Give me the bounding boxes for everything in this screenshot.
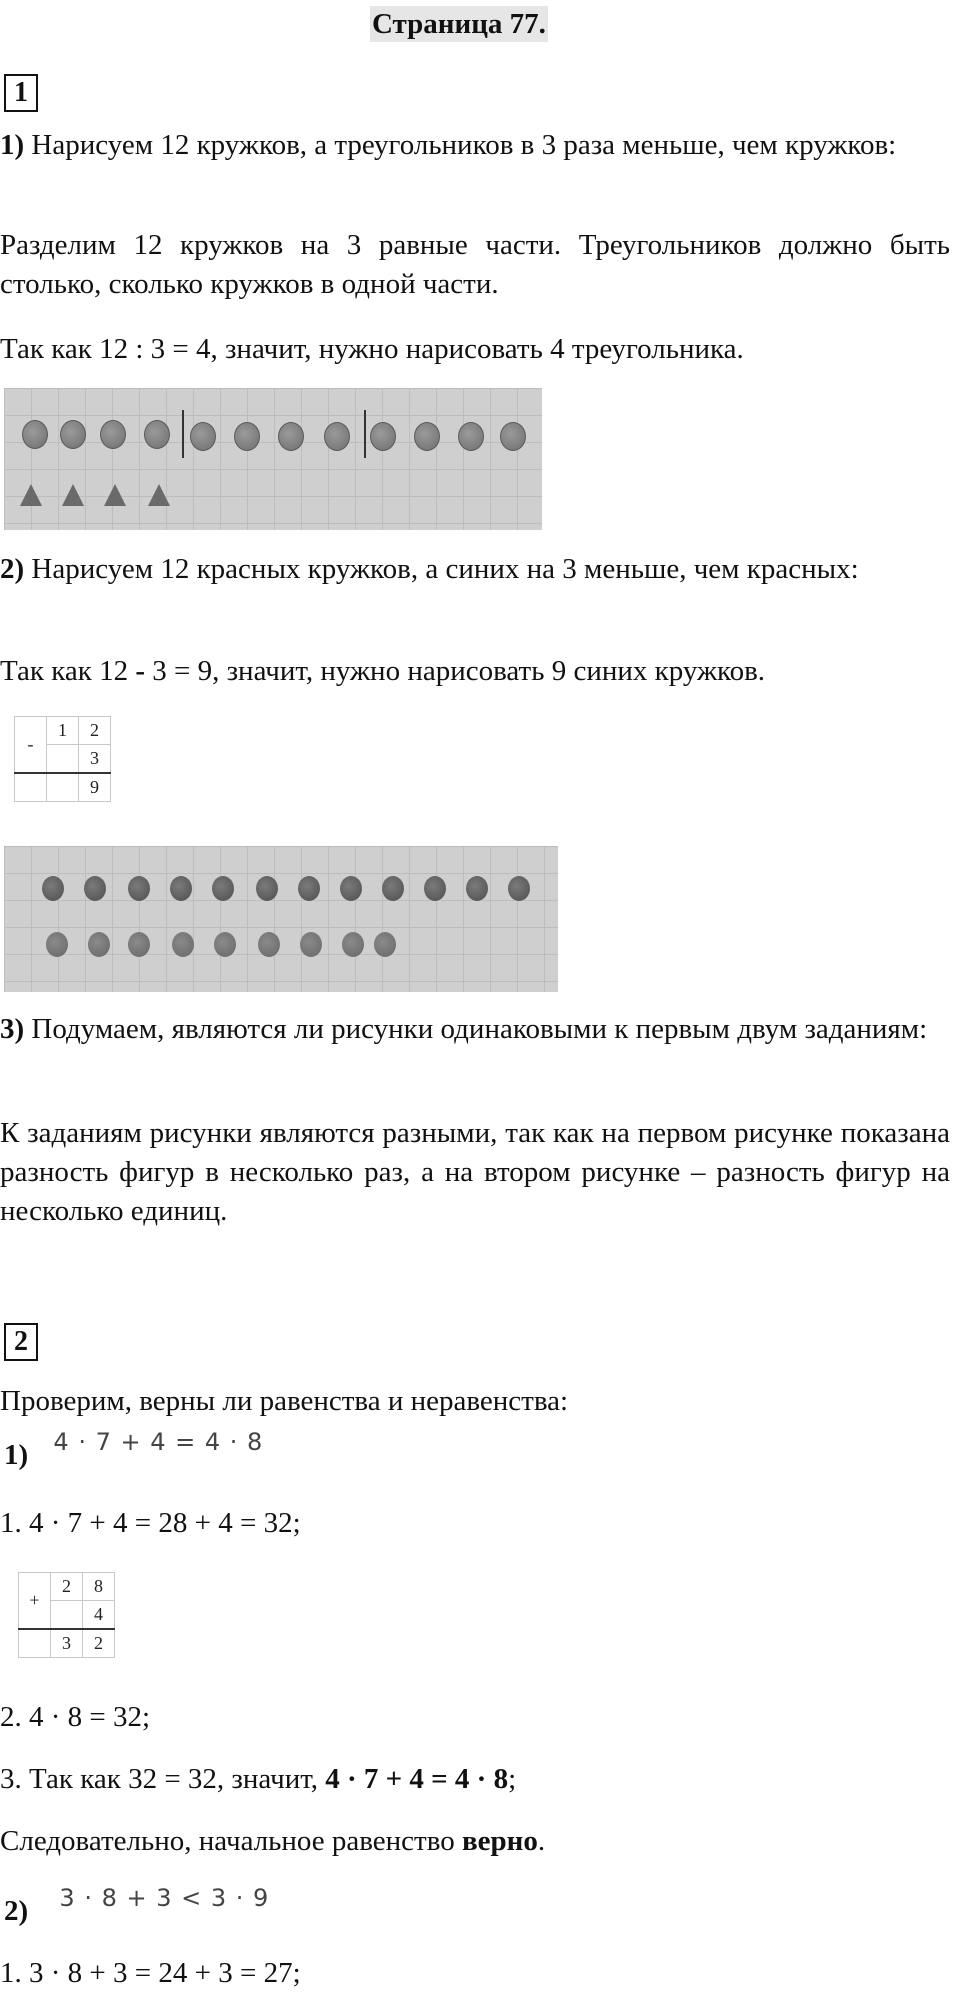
circle xyxy=(234,422,260,451)
task1-paragraph-2: Разделим 12 кружков на 3 равные части. Треугольников должно быть столько, сколько кружков в одной части. xyxy=(0,229,950,300)
cell: 2 xyxy=(83,1629,115,1658)
task1-paragraph-5 xyxy=(0,652,950,691)
divider-line xyxy=(182,410,184,458)
task1-paragraph-7: К заданиям рисунки являются разными, так как на первом рисунке показана разность фигур в несколько раз, а на втором рисунке – разность фигур на несколько единиц. xyxy=(0,1117,950,1227)
blue-circle xyxy=(300,932,322,957)
cell: 8 xyxy=(83,1573,115,1601)
circle xyxy=(144,420,170,449)
red-circle xyxy=(382,876,404,901)
red-circle xyxy=(466,876,488,901)
circle xyxy=(370,422,396,451)
circle xyxy=(414,422,440,451)
circle xyxy=(324,422,350,451)
task1-paragraph-6 xyxy=(0,1010,950,1049)
divider-line xyxy=(364,410,366,458)
task2-line-5: 1. 3 · 8 + 3 = 24 + 3 = 27; xyxy=(0,1957,301,1989)
blue-circle xyxy=(46,932,68,957)
circle xyxy=(458,422,484,451)
cell: 3 xyxy=(79,745,111,774)
red-circle xyxy=(170,876,192,901)
p5-post: 3 = 9, значит, нужно нарисовать 9 синих кружков. xyxy=(145,655,766,687)
cell xyxy=(15,773,47,802)
task2-line-4 xyxy=(0,1822,950,1861)
circle xyxy=(500,422,526,451)
circle xyxy=(100,420,126,449)
triangle xyxy=(148,484,170,506)
column-subtraction xyxy=(14,716,111,802)
circle xyxy=(60,420,86,449)
blue-circle xyxy=(374,932,396,957)
line3-post: ; xyxy=(508,1763,517,1795)
cell xyxy=(47,745,79,774)
red-circle xyxy=(212,876,234,901)
triangle xyxy=(20,484,42,506)
task2-sub1 xyxy=(4,1428,264,1476)
task1-paragraph-3: Так как 12 : 3 = 4, значит, нужно нарисовать 4 треугольника. xyxy=(0,333,744,365)
sub2-label: 2) xyxy=(4,1895,29,1927)
blue-circle xyxy=(258,932,280,957)
column-operator: - xyxy=(15,717,47,774)
task2-line-2: 2. 4 · 8 = 32; xyxy=(0,1701,151,1733)
blue-circle xyxy=(214,932,236,957)
red-circle xyxy=(42,876,64,901)
cell: 2 xyxy=(79,717,111,745)
sub1-label: 1) xyxy=(4,1439,29,1471)
red-blue-circles-photo xyxy=(4,846,558,992)
red-circle xyxy=(84,876,106,901)
circle xyxy=(278,422,304,451)
task1-paragraph-1-text: Нарисуем 12 кружков, а треугольников в 3 раза меньше, чем кружков: xyxy=(24,129,897,161)
task2-sub2 xyxy=(4,1884,270,1932)
line3-bold: 4 · 7 + 4 = 4 · 8 xyxy=(325,1763,509,1795)
p5-pre: Так как 12 xyxy=(0,655,136,687)
task-number-1: 1 xyxy=(4,74,38,112)
blue-circle xyxy=(172,932,194,957)
line4-pre: Следовательно, начальное равенство xyxy=(0,1825,462,1857)
p5-op: - xyxy=(135,655,145,687)
item-label-2: 2) xyxy=(0,553,25,585)
cell: 1 xyxy=(47,717,79,745)
line4-bold: верно xyxy=(461,1825,538,1857)
blue-circle xyxy=(88,932,110,957)
cell: 4 xyxy=(83,1601,115,1630)
sub2-formula: 3 · 8 + 3 < 3 · 9 xyxy=(59,1884,270,1912)
cell xyxy=(51,1601,83,1630)
task1-paragraph-4-text: Нарисуем 12 красных кружков, а синих на 3 меньше, чем красных: xyxy=(24,553,859,585)
page-title: Страница 77. xyxy=(372,8,546,40)
circle xyxy=(22,420,48,449)
task1-paragraph-6-text: Подумаем, являются ли рисунки одинаковыми к первым двум заданиям: xyxy=(24,1013,928,1045)
cell: 3 xyxy=(51,1629,83,1658)
cell xyxy=(19,1629,51,1658)
column-operator: + xyxy=(19,1573,51,1630)
task2-line-1: 1. 4 · 7 + 4 = 28 + 4 = 32; xyxy=(0,1507,301,1539)
cell: 2 xyxy=(51,1573,83,1601)
item-label-3: 3) xyxy=(0,1013,25,1045)
cell: 9 xyxy=(79,773,111,802)
sub1-formula: 4 · 7 + 4 = 4 · 8 xyxy=(53,1428,264,1456)
item-label-1: 1) xyxy=(0,129,25,161)
red-circle xyxy=(128,876,150,901)
column-addition xyxy=(18,1572,115,1658)
red-circle xyxy=(424,876,446,901)
task2-line-3 xyxy=(0,1760,950,1799)
red-circle xyxy=(340,876,362,901)
triangle xyxy=(104,484,126,506)
cell xyxy=(47,773,79,802)
circles-triangles-photo xyxy=(4,388,542,530)
line3-pre: 3. Так как 32 = 32, значит, xyxy=(0,1763,326,1795)
task2-intro: Проверим, верны ли равенства и неравенства: xyxy=(0,1385,569,1417)
task1-paragraph-4 xyxy=(0,550,950,589)
task-number-2: 2 xyxy=(4,1323,38,1361)
blue-circle xyxy=(342,932,364,957)
line4-post: . xyxy=(537,1825,546,1857)
circle xyxy=(190,422,216,451)
red-circle xyxy=(508,876,530,901)
red-circle xyxy=(298,876,320,901)
red-circle xyxy=(256,876,278,901)
task1-paragraph-1 xyxy=(0,126,950,165)
triangle xyxy=(62,484,84,506)
blue-circle xyxy=(128,932,150,957)
